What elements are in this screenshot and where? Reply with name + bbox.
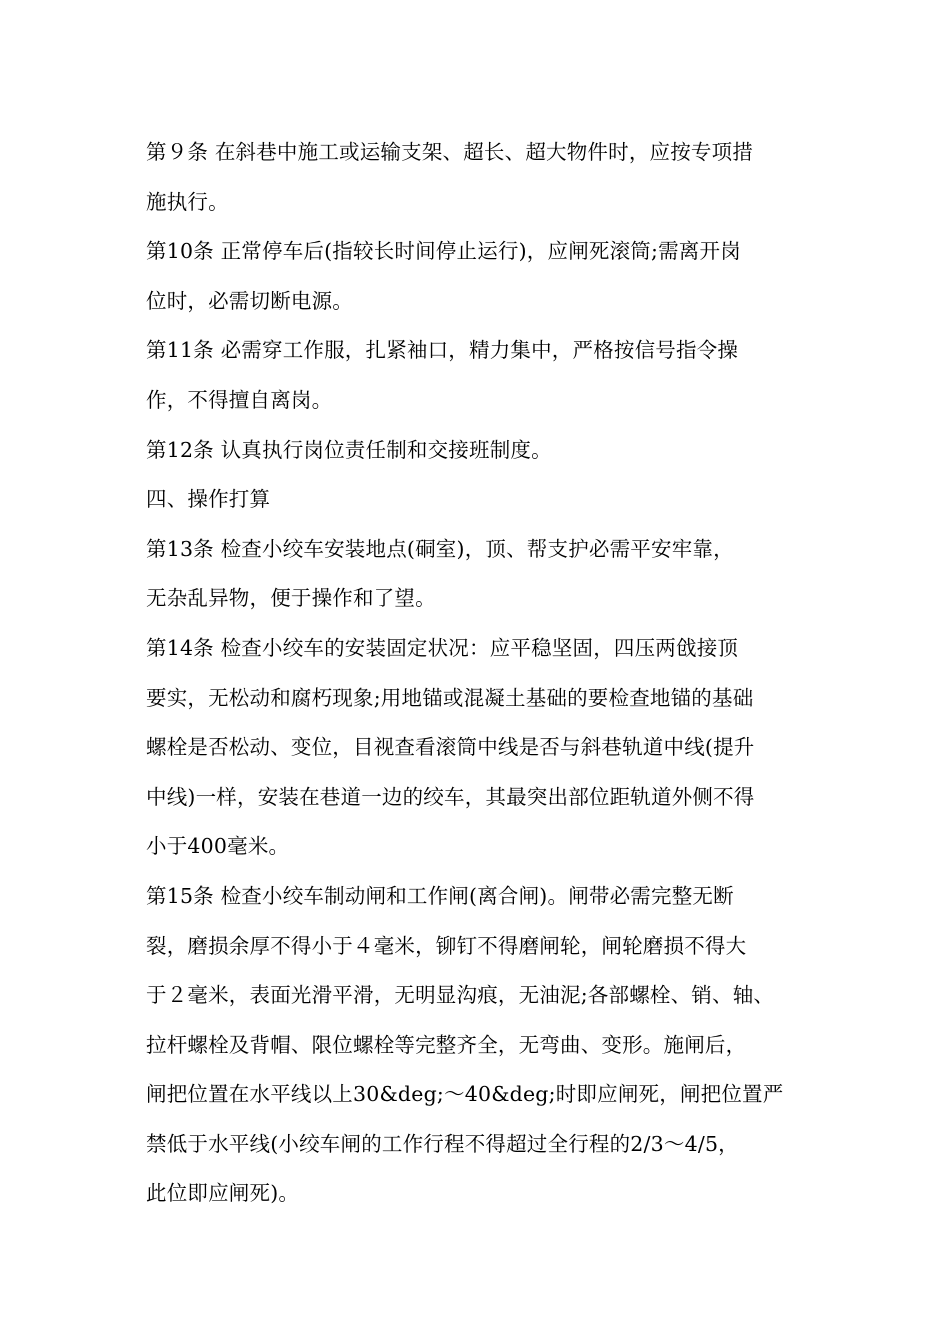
text-line: 禁低于水平线(小绞车闸的工作行程不得超过全行程的2/3～4/5， (146, 1131, 739, 1156)
text-line: 第15条 检查小绞车制动闸和工作闸(离合闸)。闸带必需完整无断 (146, 883, 734, 908)
text-line: 要实，无松动和腐朽现象;用地锚或混凝土基础的要检查地锚的基础 (146, 685, 754, 710)
text-line: 第11条 必需穿工作服，扎紧袖口，精力集中，严格按信号指令操 (146, 338, 739, 363)
text-line: 第14条 检查小绞车的安装固定状况：应平稳坚固，四压两戗接顶 (146, 635, 739, 660)
text-line: 作，不得擅自离岗。 (146, 387, 333, 412)
text-line: 裂，磨损余厚不得小于４毫米，铆钉不得磨闸轮，闸轮磨损不得大 (146, 933, 747, 958)
text-line: 中线)一样，安装在巷道一边的绞车，其最突出部位距轨道外侧不得 (146, 784, 755, 809)
section-heading: 四、操作打算 (146, 487, 271, 512)
text-line: 于２毫米，表面光滑平滑，无明显沟痕，无油泥;各部螺栓、销、轴、 (146, 983, 775, 1008)
text-line: 第13条 检查小绞车安装地点(硐室)，顶、帮支护必需平安牢靠， (146, 536, 734, 561)
text-line: 位时，必需切断电源。 (146, 288, 353, 313)
text-line: 螺栓是否松动、变位，目视查看滚筒中线是否与斜巷轨道中线(提升 (146, 735, 755, 760)
text-line: 第12条 认真执行岗位责任制和交接班制度。 (146, 437, 552, 462)
text-line: 拉杆螺栓及背帽、限位螺栓等完整齐全，无弯曲、变形。施闸后， (146, 1032, 747, 1057)
text-line: 无杂乱异物，便于操作和了望。 (146, 586, 436, 611)
text-line: 此位即应闸死)。 (146, 1181, 300, 1206)
text-line: 第10条 正常停车后(指较长时间停止运行)，应闸死滚筒;需离开岗 (146, 239, 741, 264)
text-line: 闸把位置在水平线以上30&deg;～40&deg;时即应闸死，闸把位置严 (146, 1082, 784, 1107)
text-line: 施执行。 (146, 189, 229, 214)
text-line: 小于400毫米。 (146, 834, 290, 859)
document-body (146, 128, 836, 1219)
text-line: 第９条 在斜巷中施工或运输支架、超长、超大物件时，应按专项措 (146, 140, 754, 164)
